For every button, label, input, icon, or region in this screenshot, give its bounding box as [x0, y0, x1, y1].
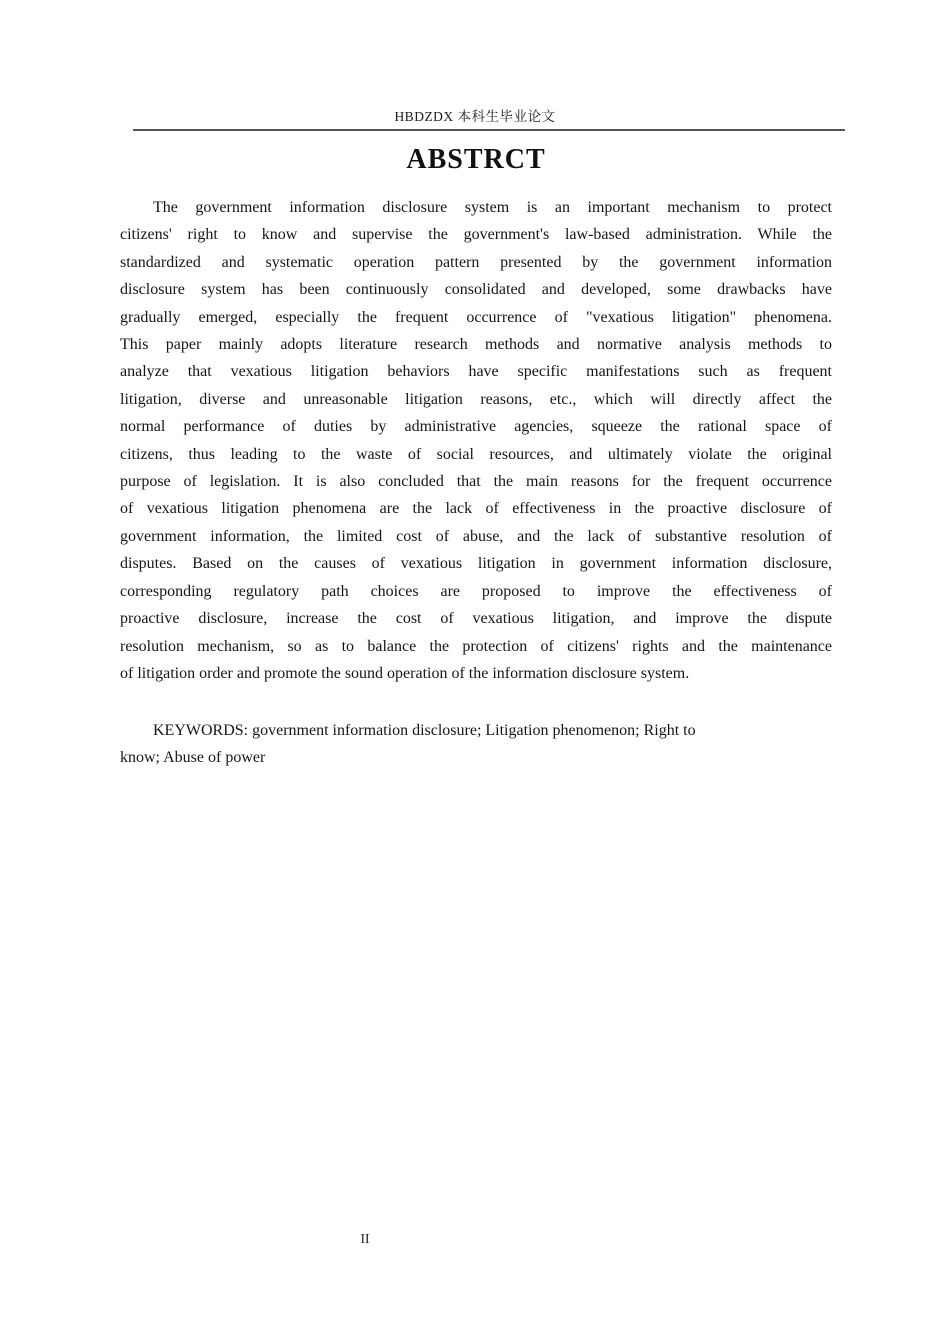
keywords-paragraph [120, 717, 832, 772]
abstract-line: government information, the limited cost of abuse, and the lack of substantive resolution of [120, 527, 832, 545]
keywords-line: know; Abuse of power [120, 749, 266, 767]
abstract-line: This paper mainly adopts literature research methods and normative analysis methods to [120, 336, 832, 354]
abstract-line: litigation, diverse and unreasonable litigation reasons, etc., which will directly affect the [120, 390, 832, 408]
abstract-line: analyze that vexatious litigation behaviors have specific manifestations such as frequent [120, 363, 832, 381]
keywords-line: KEYWORDS: government information disclosure; Litigation phenomenon; Right to [153, 722, 696, 739]
abstract-line: of vexatious litigation phenomena are the lack of effectiveness in the proactive disclosure of [120, 500, 832, 518]
abstract-line: gradually emerged, especially the frequent occurrence of "vexatious litigation" phenomena. [120, 308, 832, 326]
abstract-line: citizens' right to know and supervise the government's law-based administration. While the [120, 226, 832, 244]
abstract-line: normal performance of duties by administrative agencies, squeeze the rational space of [120, 418, 832, 436]
abstract-line: purpose of legislation. It is also concluded that the main reasons for the frequent occurrence [120, 473, 832, 491]
abstract-line: The government information disclosure system is an important mechanism to protect [153, 199, 832, 216]
abstract-line: disputes. Based on the causes of vexatious litigation in government information disclosure, [120, 555, 832, 573]
abstract-line: citizens, thus leading to the waste of social resources, and ultimately violate the original [120, 445, 832, 463]
abstract-line: proactive disclosure, increase the cost of vexatious litigation, and improve the dispute [120, 610, 832, 628]
abstract-line: standardized and systematic operation pattern presented by the government information [120, 253, 832, 271]
page-number: II [360, 1231, 370, 1246]
abstract-line: disclosure system has been continuously consolidated and developed, some drawbacks have [120, 281, 832, 299]
abstract-line: resolution mechanism, so as to balance the protection of citizens' rights and the maintenance [120, 637, 832, 655]
running-header: HBDZDX 本科生毕业论文 [394, 109, 556, 124]
abstract-line: of litigation order and promote the sound operation of the information disclosure system. [120, 664, 690, 682]
abstract-paragraph [120, 194, 832, 687]
page-title: ABSTRCT [406, 144, 546, 175]
header-rule [133, 129, 845, 131]
abstract-line: corresponding regulatory path choices are proposed to improve the effectiveness of [120, 582, 832, 600]
